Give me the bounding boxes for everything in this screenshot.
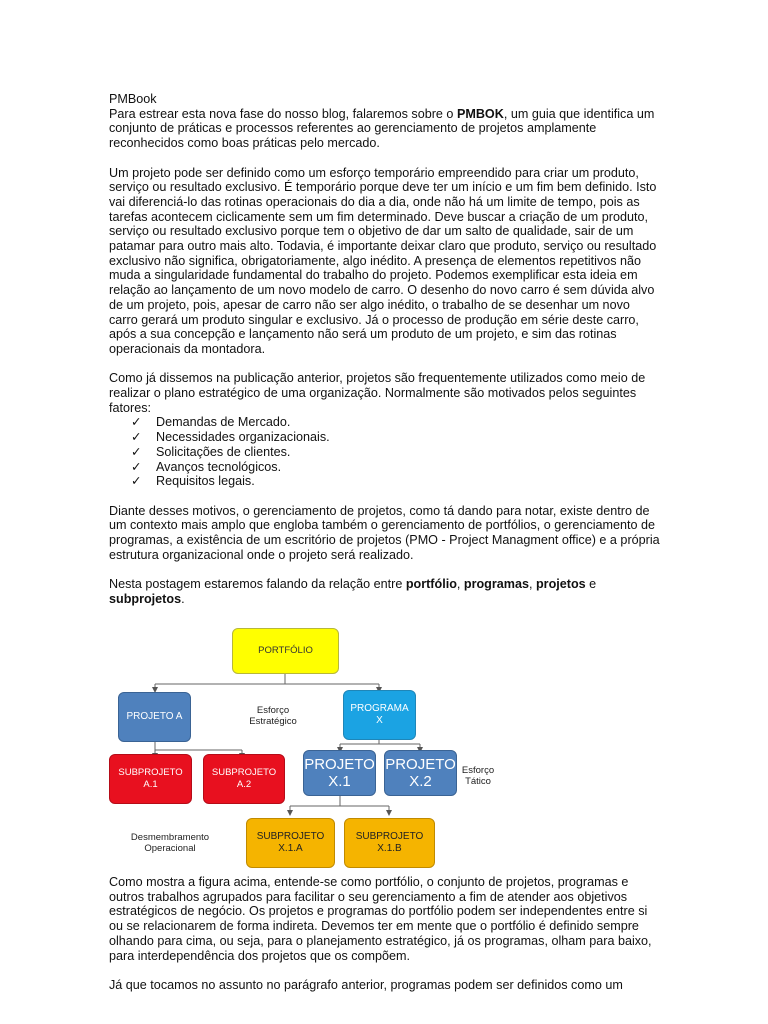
list-item: ✓ Demandas de Mercado. bbox=[131, 415, 291, 430]
portfolio-box: PORTFÓLIO bbox=[232, 628, 339, 674]
projeto-x2-box: PROJETO X.2 bbox=[384, 750, 457, 796]
context-paragraph: Diante desses motivos, o gerenciamento de projetos, como tá dando para notar, existe dentro de um contexto mais amplo que engloba também o gerenciamento de portfólios, o gerenciamento de programas, a existência de um escritório de projetos (PMO - Project Managment office) e a própria estrutura organizacional onde o projeto será realizado. bbox=[109, 503, 660, 562]
factors-list bbox=[109, 415, 661, 489]
portfolio-paragraph: Como mostra a figura acima, entende-se como portfólio, o conjunto de projetos, programas e outros trabalhos agrupados para facilitar o seu gerenciamento a fim de atender aos objetivos estratégicos de negócio. Os projetos e programas do portfólio podem ser independentes entre si ou se relacionarem de forma indireta. Devemos ter em mente que o portfólio é definido sempre olhando para cima, ou seja, para o planejamento estratégico, já os programas, olham para baixo, para interdependência dos projetos que os compõem. bbox=[109, 875, 652, 963]
esforco-tatico-label: Esforço Tático bbox=[461, 765, 495, 787]
relation-paragraph: Nesta postagem estaremos falando da relação entre portfólio, programas, projetos e subprojetos. bbox=[109, 577, 597, 606]
projeto-a-box: PROJETO A bbox=[118, 692, 191, 742]
checkmark-icon: ✓ bbox=[131, 430, 142, 445]
document-body-continued bbox=[109, 875, 661, 993]
strategy-paragraph: Como já dissemos na publicação anterior, projetos são frequentemente utilizados como meio de realizar o plano estratégico de uma organização. Normalmente são motivados pelos seguintes fatores: bbox=[109, 371, 646, 415]
desmembramento-label: Desmembramento Operacional bbox=[130, 832, 210, 854]
list-item: ✓ Requisitos legais. bbox=[131, 474, 255, 489]
checkmark-icon: ✓ bbox=[131, 474, 142, 489]
programs-paragraph: Já que tocamos no assunto no parágrafo anterior, programas podem ser definidos como um bbox=[109, 977, 623, 992]
checkmark-icon: ✓ bbox=[131, 415, 142, 430]
subprojeto-a2-box: SUBPROJETO A.2 bbox=[203, 754, 285, 804]
checkmark-icon: ✓ bbox=[131, 459, 142, 474]
checkmark-icon: ✓ bbox=[131, 444, 142, 459]
doc-title: PMBook bbox=[109, 92, 157, 106]
list-item: ✓ Solicitações de clientes. bbox=[131, 444, 291, 459]
subprojeto-a1-box: SUBPROJETO A.1 bbox=[109, 754, 192, 804]
projeto-x1-box: PROJETO X.1 bbox=[303, 750, 376, 796]
definition-paragraph: Um projeto pode ser definido como um esforço temporário empreendido para criar um produto, serviço ou resultado exclusivo. É temporário porque deve ter um início e um fim bem definido. Isto vai diferenciá-lo das rotinas operacionais do dia a dia, onde não há um limite de tempo, pois as tarefas acontecem ciclicamente sem um fim determinado. Deve buscar a criação de um produto, serviço ou resultado exclusivo porque tem o objetivo de dar um salto de qualidade, sair de um patamar para outro mais alto. Todavia, é importante deixar claro que produto, serviço ou resultado exclusivo não significa, obrigatoriamente, algo inédito. A presença de elementos repetitivos não muda a singularidade fundamental do trabalho do projeto. Podemos exemplificar esta ideia em relação ao lançamento de um novo modelo de carro. O desenho do novo carro é sem dúvida alvo de um projeto, pois, apesar de carro não ser algo inédito, o trabalho de se desenhar um novo carro gerará um produto singular e exclusivo. Já o processo de produção em série deste carro, após a sua concepção e lançamento não será um produto de um projeto, e sim das rotinas operacionais da montadora. bbox=[109, 165, 657, 356]
intro-paragraph: Para estrear esta nova fase do nosso blog, falaremos sobre o PMBOK, um guia que identifica um conjunto de práticas e processos referentes ao gerenciamento de projetos amplamente reconhecidos como boas práticas pelo mercado. bbox=[109, 106, 655, 151]
subprojeto-x1a-box: SUBPROJETO X.1.A bbox=[246, 818, 335, 868]
subprojeto-x1b-box: SUBPROJETO X.1.B bbox=[344, 818, 435, 868]
hierarchy-diagram bbox=[0, 622, 768, 872]
esforco-estrategico-label: Esforço Estratégico bbox=[249, 705, 297, 727]
programa-x-box: PROGRAMA X bbox=[343, 690, 416, 740]
list-item: ✓ Necessidades organizacionais. bbox=[131, 430, 330, 445]
list-item: ✓ Avanços tecnológicos. bbox=[131, 459, 282, 474]
document-body bbox=[109, 92, 661, 607]
